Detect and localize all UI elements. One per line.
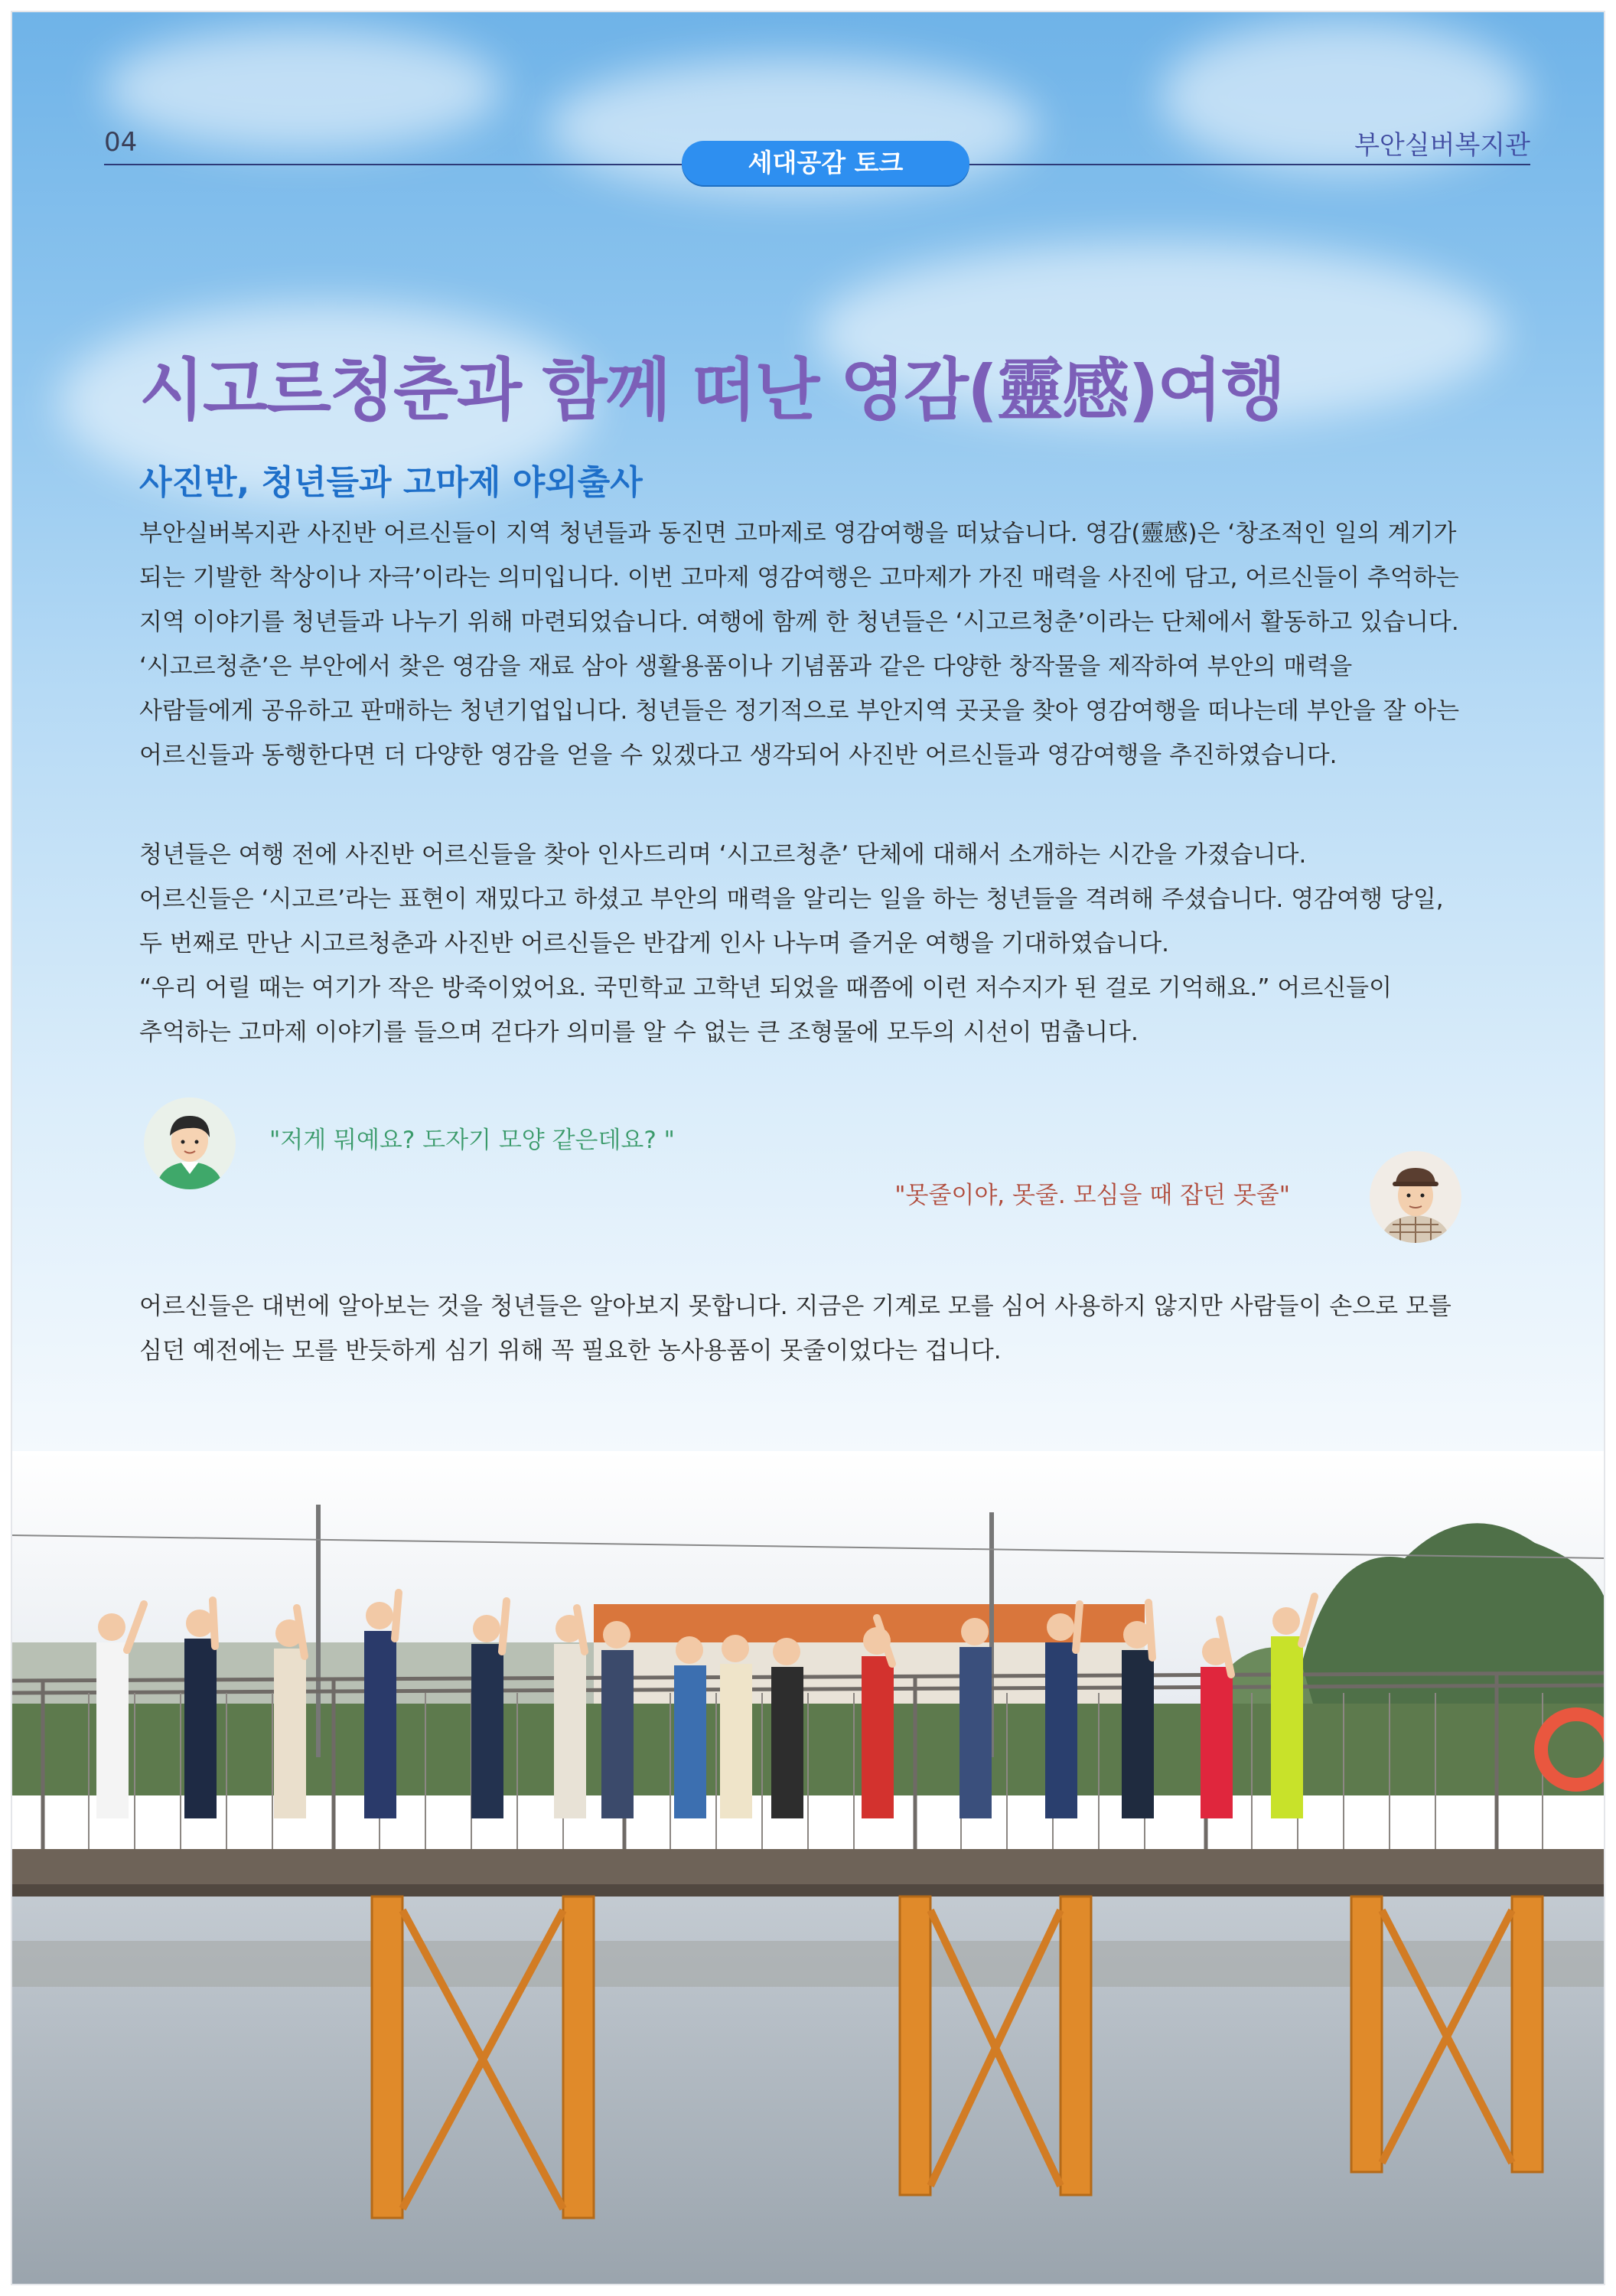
organization-name: 부안실버복지관: [1354, 130, 1530, 161]
page-header: [12, 12, 1604, 196]
bridge-photo-illustration: [12, 1451, 1605, 2285]
group-photo: [12, 1451, 1605, 2285]
paragraph-line: 심던 예전에는 모를 반듯하게 심기 위해 꼭 필요한 농사용품이 못줄이었다는 겁니다.: [139, 1337, 1002, 1365]
youth-avatar: [144, 1097, 236, 1189]
paragraph-line: 두 번째로 만난 시고르청춘과 사진반 어르신들은 반갑게 인사 나누며 즐거운 여행을 기대하였습니다.: [139, 930, 1170, 957]
paragraph-3: [139, 1284, 1529, 1373]
youth-quote: "저게 뭐예요? 도자기 모양 같은데요? ": [269, 1127, 675, 1154]
section-badge: 세대공감 토크: [682, 141, 969, 185]
article-title: 시고르청춘과 함께 떠난 영감(靈感)여행: [139, 351, 1285, 429]
elder-avatar: [1370, 1151, 1461, 1243]
paragraph-line: 되는 기발한 착상이나 자극’이라는 의미입니다. 이번 고마제 영감여행은 고마제가 가진 매력을 사진에 담고, 어르신들이 추억하는: [139, 564, 1459, 592]
paragraph-line: 어르신들은 ‘시고르’라는 표현이 재밌다고 하셨고 부안의 매력을 알리는 일을 하는 청년들을 격려해 주셨습니다. 영감여행 당일,: [139, 885, 1444, 913]
paragraph-line: 부안실버복지관 사진반 어르신들이 지역 청년들과 동진면 고마제로 영감여행을 떠났습니다. 영감(靈感)은 ‘창조적인 일의 계기가: [139, 520, 1457, 547]
paragraph-line: 지역 이야기를 청년들과 나누기 위해 마련되었습니다. 여행에 함께 한 청년들은 ‘시고르청춘’이라는 단체에서 활동하고 있습니다.: [139, 608, 1459, 636]
young-man-illustration: [144, 1097, 236, 1189]
paragraph-1: [139, 511, 1529, 778]
elderly-man-illustration: [1370, 1151, 1461, 1243]
paragraph-line: “우리 어릴 때는 여기가 작은 방죽이었어요. 국민학교 고학년 되었을 때쯤에 이런 저수지가 된 걸로 기억해요.” 어르신들이: [139, 974, 1393, 1002]
page: [11, 11, 1605, 2285]
paragraph-line: 추억하는 고마제 이야기를 들으며 걷다가 의미를 알 수 없는 큰 조형물에 모두의 시선이 멈춥니다.: [139, 1019, 1139, 1046]
page-number: 04: [104, 127, 138, 158]
paragraph-line: 사람들에게 공유하고 판매하는 청년기업입니다. 청년들은 정기적으로 부안지역 곳곳을 찾아 영감여행을 떠나는데 부안을 잘 아는: [139, 697, 1460, 725]
paragraph-line: ‘시고르청춘’은 부안에서 찾은 영감을 재료 삼아 생활용품이나 기념품과 같은 다양한 창작물을 제작하여 부안의 매력을: [139, 653, 1353, 680]
paragraph-line: 어르신들은 대번에 알아보는 것을 청년들은 알아보지 못합니다. 지금은 기계로 모를 심어 사용하지 않지만 사람들이 손으로 모를: [139, 1293, 1451, 1320]
paragraph-line: 청년들은 여행 전에 사진반 어르신들을 찾아 인사드리며 ‘시고르청춘’ 단체에 대해서 소개하는 시간을 가졌습니다.: [139, 841, 1307, 869]
article-subtitle: 사진반, 청년들과 고마제 야외출사: [139, 463, 643, 502]
elder-quote: "못줄이야, 못줄. 모심을 때 잡던 못줄": [894, 1182, 1290, 1209]
paragraph-line: 어르신들과 동행한다면 더 다양한 영감을 얻을 수 있겠다고 생각되어 사진반 어르신들과 영감여행을 추진하였습니다.: [139, 742, 1337, 769]
paragraph-2: [139, 833, 1529, 1055]
